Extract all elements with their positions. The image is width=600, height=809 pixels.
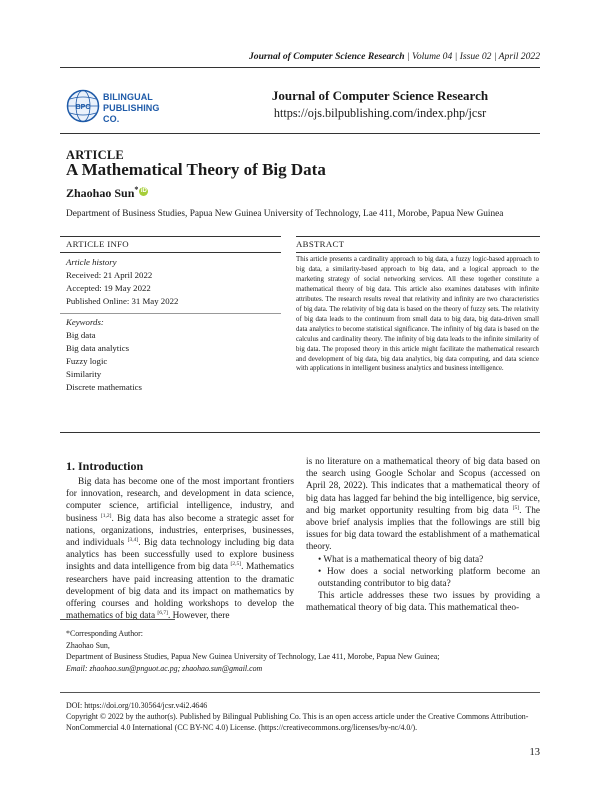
abstract-head-rule — [296, 252, 540, 253]
running-header-issue: | Volume 04 | Issue 02 | April 2022 — [404, 51, 540, 62]
footnote-corresponding: *Corresponding Author: — [66, 629, 143, 638]
history-label: Article history — [66, 257, 117, 267]
publisher-logo — [66, 89, 170, 125]
keyword: Big data — [66, 330, 96, 340]
keyword: Big data analytics — [66, 343, 130, 353]
intro-text: . Big data has also become a strategic asset for nations, organizations, industries, enterprises, businesses, and individuals — [66, 513, 294, 549]
intro-right-column — [306, 456, 540, 615]
masthead-rule — [60, 133, 540, 134]
abstract-text: This article presents a cardinality approach to big data, a fuzzy logic-based approach to big data, a similarity-based approach to big data, and a logical approach to the marketing strategy of social networking services. All these together constitute a mathematical theory of big data. This article also examines databases with infinite attributes. The research results reveal that relativity and infinity are two characteristics of big data. The relativity of big data is based on the theory of fuzzy sets. The relativity of big data leads to the continuum from small data to big data, big data-driven small data analytics to become statistical significance. The infinity of big data is based on the calculus and cardinality theory. The infinity of big data leads to the infinite similarity of big data. The proposed theory in this article might facilitate the mathematical research and development of big data, big data analytics, big data computing, and data science with applications in intelligent business analytics and business intelligence. — [296, 256, 539, 373]
page-number: 13 — [529, 747, 540, 758]
journal-name: Journal of Computer Science Research — [271, 88, 489, 103]
bullet-item: • How does a social networking platform become an outstanding contributor to big data? — [318, 566, 540, 590]
citation[interactable]: [3,4] — [127, 536, 139, 543]
abstract-heading: ABSTRACT — [296, 239, 345, 249]
intro-text: This article addresses these two issues by providing a mathematical theory of big data. This mathematical theo- — [306, 591, 540, 614]
footnote-name: Zhaohao Sun, — [66, 640, 110, 650]
affiliation: Department of Business Studies, Papua New Guinea University of Technology, Lae 411, Morobe, Papua New Guinea — [66, 209, 504, 219]
citation[interactable]: [2,5] — [230, 561, 242, 568]
globe-icon — [66, 89, 100, 123]
page-title: A Mathematical Theory of Big Data — [66, 160, 326, 179]
running-header — [60, 51, 540, 62]
header-rule — [60, 67, 540, 68]
footnote-rule — [60, 619, 175, 620]
doi-rule — [60, 692, 540, 693]
citation[interactable]: [1,2] — [100, 512, 112, 519]
doi-link[interactable]: DOI: https://doi.org/10.30564/jcsr.v4i2.4646 — [66, 701, 208, 710]
keywords — [66, 316, 142, 394]
intro-text: . Mathematics researchers have paid increasing attention to the dramatic development of big data and its impact on mathematics by offering courses and holding workshops to develop the mathematics of big data — [66, 562, 294, 622]
corresponding-author-note — [66, 628, 439, 674]
publisher-line1: BILINGUAL — [103, 92, 153, 102]
author-name: Zhaohao Sun — [66, 186, 135, 200]
doi-block — [66, 700, 541, 734]
history-rule — [60, 313, 281, 314]
author — [66, 186, 148, 201]
publisher-logo-text — [103, 92, 170, 125]
bullet-item: • What is a mathematical theory of big data? — [318, 554, 484, 565]
received-date: Received: 21 April 2022 — [66, 270, 153, 280]
abstract-bottom-rule — [60, 432, 540, 433]
keyword: Discrete mathematics — [66, 382, 142, 392]
citation[interactable]: [5] — [512, 504, 520, 511]
info-head-rule — [60, 252, 281, 253]
citation[interactable]: [6,7] — [157, 610, 168, 617]
journal-url[interactable]: https://ojs.bilpublishing.com/index.php/jcsr — [273, 106, 487, 120]
intro-text: Big data has become one of the most important frontiers for innovation, research, and development in data science, computer science, artificial intelligence, industry, and business — [66, 477, 294, 524]
footnote-email[interactable]: Email: zhaohao.sun@pnguot.ac.pg; zhaohao.sun@gmail.com — [66, 663, 263, 673]
intro-text: . Big data technology including big data analytics has been successfully used to explore business insights and data intelligence from big data — [66, 538, 295, 573]
keyword: Fuzzy logic — [66, 356, 108, 366]
keywords-label: Keywords: — [66, 317, 104, 327]
article-label: ARTICLE — [66, 148, 124, 162]
author-mark: * — [134, 185, 139, 194]
section-heading: 1. Introduction — [66, 459, 144, 473]
footnote-dept: Department of Business Studies, Papua New Guinea University of Technology, Lae 411, Morobe, Papua New Guinea; — [66, 652, 440, 661]
published-date: Published Online: 31 May 2022 — [66, 296, 179, 306]
article-history — [66, 256, 178, 308]
article-info-heading: ARTICLE INFO — [66, 239, 129, 249]
intro-text: is no literature on a mathematical theory of big data based on the search using Google Scholar and Scopus (accessed on April 28, 2022). This indicates that a mathematical theory of big data has lagged far behind the big intelligence, big service, and big market opportunity resulting from big data — [306, 457, 540, 516]
logo-seal-text: BPC — [75, 104, 91, 111]
running-header-journal: Journal of Computer Science Research — [248, 51, 405, 62]
intro-left-column — [66, 476, 294, 622]
publisher-line2: PUBLISHING CO. — [103, 103, 160, 124]
orcid-icon[interactable]: iD — [140, 188, 147, 194]
abstract-top-rule — [296, 236, 540, 237]
intro-text: . The above brief analysis implies that the followings are still big issues for big data toward the establishment of a mathematical theory. — [306, 505, 540, 553]
keyword: Similarity — [66, 369, 102, 379]
copyright-notice: Copyright © 2022 by the author(s). Published by Bilingual Publishing Co. This is an open access article under the Creative Commons Attribution-NonCommercial 4.0 International (CC BY-NC 4.0) License. (https://creativecommons.org/licenses/by-nc/4.0/). — [66, 712, 529, 733]
info-top-rule — [60, 236, 281, 237]
accepted-date: Accepted: 19 May 2022 — [66, 283, 151, 293]
intro-text: . However, there — [167, 611, 230, 622]
